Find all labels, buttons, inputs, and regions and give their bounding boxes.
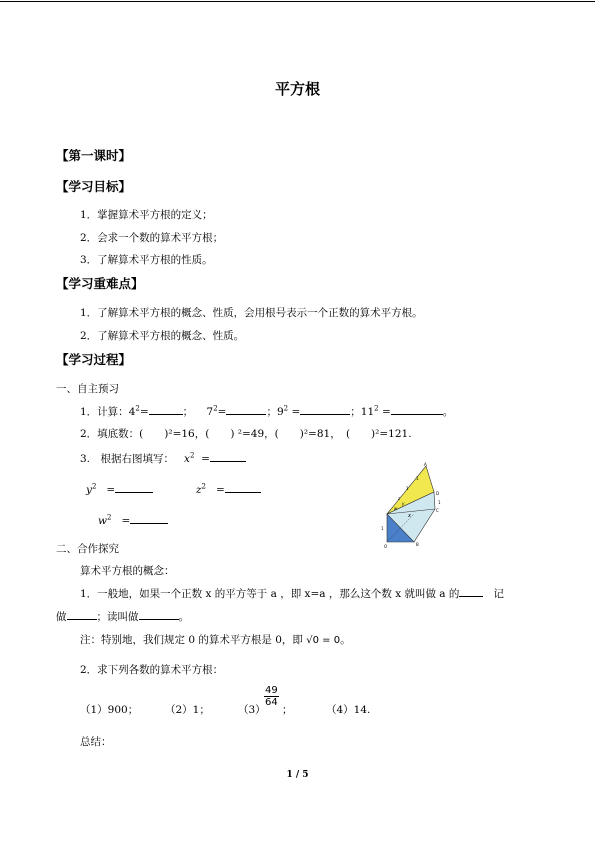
- definition-line-1: [80, 585, 504, 601]
- note-text: 注：特别地，我们规定 0 的算术平方根是 0，即: [80, 634, 303, 646]
- fraction-numerator: 49: [265, 685, 278, 696]
- label-A: A: [424, 462, 427, 467]
- q2-line: 2．填底数：( )²=16，( ) ²=49，( )²=81， ( )²=121.: [80, 428, 412, 440]
- fraction-denominator: 64: [265, 697, 278, 708]
- process-heading: 【学习过程】: [56, 352, 132, 367]
- zero-root-formula: √0 = 0: [306, 635, 341, 646]
- answer-blank[interactable]: [226, 403, 266, 415]
- q3-z: [196, 481, 261, 496]
- part2-heading: 二、合作探究: [56, 543, 119, 555]
- q3-text: 3. 根据右图填写：: [80, 453, 175, 465]
- exercise-item: （2）1；: [165, 704, 210, 716]
- q1-eq: =: [381, 406, 391, 418]
- goal-item: 2．会求一个数的算术平方根；: [80, 232, 224, 244]
- definition-text: 做: [56, 611, 67, 623]
- q1-sep: ；: [182, 406, 194, 418]
- square-root-spiral-figure: [376, 460, 448, 552]
- summary-label: 总结：: [80, 736, 112, 748]
- part1-heading: 一、自主预习: [56, 383, 119, 395]
- var-z: $z^2$: [196, 482, 207, 496]
- label-w: w: [394, 506, 398, 511]
- answer-blank[interactable]: [115, 481, 153, 493]
- goals-heading: 【学习目标】: [56, 179, 132, 194]
- eq: =: [201, 453, 210, 465]
- label-C: C: [436, 508, 439, 513]
- var-w: $w^2$: [98, 513, 112, 527]
- definition-text: 记: [493, 588, 504, 600]
- eq: =: [106, 484, 116, 496]
- label-one: 1: [438, 500, 441, 505]
- answer-blank[interactable]: [67, 608, 97, 620]
- definition-text: 1．一般地，如果一个正数 x 的平方等于 a ，即 x=a ，那么这个数 x 就叫做 a 的: [80, 588, 460, 600]
- goal-item: 1．掌握算术平方根的定义；: [80, 209, 213, 221]
- q2-title: 2．求下列各数的算术平方根：: [80, 664, 224, 676]
- q1-exp: 2: [213, 404, 218, 413]
- q1-eq: =: [139, 406, 149, 418]
- q1-sep: ；: [350, 406, 361, 418]
- label-B: B: [416, 542, 419, 547]
- q3-w: [98, 512, 168, 527]
- label-one: 1: [416, 476, 419, 481]
- key-heading: 【学习重难点】: [56, 276, 144, 291]
- q1-eq: =: [217, 406, 227, 418]
- key-item: 1．了解算术平方根的概念、性质，会用根号表示一个正数的算术平方根。: [80, 307, 423, 319]
- note-line: [80, 632, 351, 647]
- q1-exp: 2: [374, 404, 379, 413]
- concept-title: 算术平方根的概念：: [80, 565, 175, 577]
- page-number: 1 / 5: [286, 770, 309, 780]
- exercise-item: （3）: [238, 704, 266, 716]
- q1-end: 。: [442, 406, 454, 418]
- exercise-item: （4）14.: [326, 704, 371, 716]
- answer-blank[interactable]: [225, 481, 261, 493]
- answer-blank[interactable]: [210, 450, 246, 462]
- q1-base-b: 7: [206, 406, 214, 418]
- q1-exp: 2: [283, 404, 289, 413]
- exercise-item: （1）900；: [80, 704, 139, 716]
- label-z: z: [398, 496, 401, 501]
- answer-blank[interactable]: [139, 608, 179, 620]
- page-title: 平方根: [274, 80, 320, 98]
- answer-blank[interactable]: [300, 403, 350, 415]
- q1-base-c: 9: [276, 406, 284, 418]
- note-text: 。: [340, 634, 351, 646]
- var-x: $x^2$: [184, 451, 195, 465]
- eq: =: [216, 484, 225, 496]
- q3-y: [86, 481, 153, 496]
- label-O: O: [384, 544, 388, 549]
- key-item: 2．了解算术平方根的概念、性质。: [80, 330, 245, 342]
- header-rule: [0, 1, 595, 2]
- label-y: y: [402, 501, 405, 506]
- definition-text: ；读叫做: [96, 611, 139, 623]
- answer-blank[interactable]: [391, 403, 443, 415]
- label-x: x: [408, 513, 411, 519]
- definition-line-2: [56, 608, 189, 624]
- exercise-sep: ；: [282, 704, 293, 716]
- lesson-heading: 【第一课时】: [56, 148, 132, 163]
- label-one: 1: [381, 526, 384, 531]
- q3-line: [80, 450, 246, 466]
- label-one: 1: [406, 486, 409, 491]
- q1-eq: =: [291, 406, 301, 418]
- answer-blank[interactable]: [149, 403, 183, 415]
- answer-blank[interactable]: [459, 585, 483, 597]
- q1-base-a: 4: [128, 406, 136, 418]
- fraction-49-64: [264, 685, 279, 708]
- answer-blank[interactable]: [130, 512, 168, 524]
- q1-sep: ；: [266, 406, 277, 418]
- var-y: $y^2$: [86, 482, 97, 496]
- definition-text: 。: [178, 611, 189, 623]
- q1-exp: 2: [135, 404, 140, 413]
- q1-line: [80, 403, 453, 419]
- q1-base-d: 11: [360, 406, 375, 418]
- label-D: D: [436, 491, 440, 496]
- q1-prefix: 1．计算：: [80, 406, 129, 418]
- goal-item: 3．了解算术平方根的性质。: [80, 254, 213, 266]
- eq: =: [121, 515, 131, 527]
